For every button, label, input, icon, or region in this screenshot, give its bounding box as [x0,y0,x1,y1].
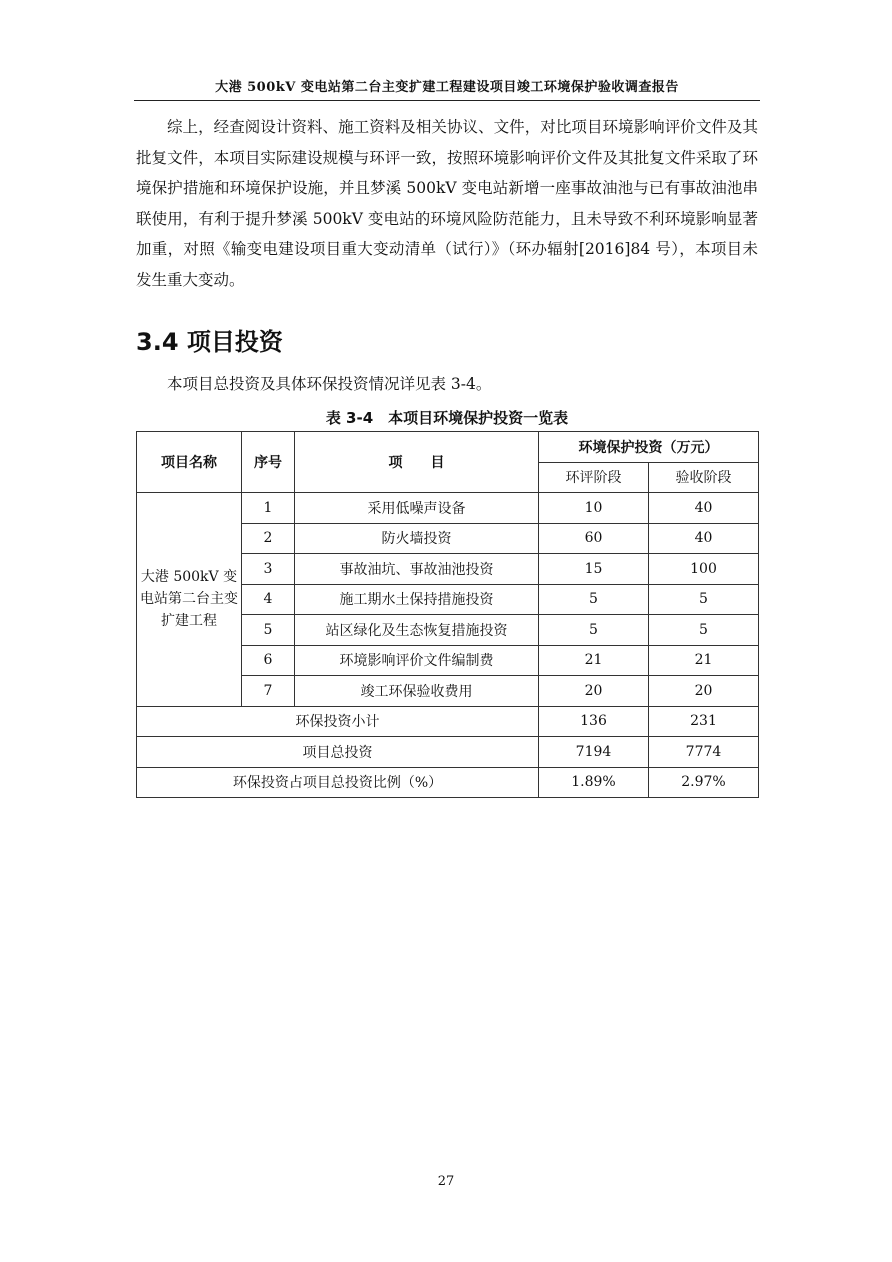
investment-table [136,431,759,798]
header-rule [134,100,760,101]
eia-value-cell: 21 [539,645,649,676]
summary-paragraph: 综上，经查阅设计资料、施工资料及相关协议、文件，对比项目环境影响评价文件及其批复文件，本项目实际建设规模与环评一致，按照环境影响评价文件及其批复文件采取了环境保护措施和环境保护设施，并且梦溪 500kV 变电站新增一座事故油池与已有事故油池串联使用，有利于提升梦溪 500kV 变电站的环境风险防范能力，且未导致不利环境影响显著加重，对照《输变电建设项目重大变动清单（试行）》（环办辐射[2016]84 号），本项目未发生重大变动。 [136,118,758,289]
eia-value-cell: 20 [539,676,649,707]
summary-label-cell: 环保投资小计 [137,706,539,737]
header-eia-stage: 环评阶段 [539,462,649,493]
project-name-cell: 大港 500kV 变电站第二台主变扩建工程 [137,493,242,707]
item-cell: 采用低噪声设备 [295,493,539,524]
item-cell: 事故油坑、事故油池投资 [295,554,539,585]
seq-cell: 2 [242,523,295,554]
eia-value-cell: 60 [539,523,649,554]
item-cell: 施工期水土保持措施投资 [295,584,539,615]
header-project-name: 项目名称 [137,432,242,493]
eia-value-cell: 15 [539,554,649,585]
summary-eia-cell: 136 [539,706,649,737]
summary-label-cell: 项目总投资 [137,737,539,768]
table-row [137,493,759,524]
summary-row [137,767,759,798]
table-caption: 表 3-4 本项目环境保护投资一览表 [325,409,569,427]
acceptance-value-cell: 40 [649,493,759,524]
seq-cell: 7 [242,676,295,707]
eia-value-cell: 10 [539,493,649,524]
header-seq: 序号 [242,432,295,493]
header-item: 项 目 [295,432,539,493]
table-header-row [137,432,759,463]
eia-value-cell: 5 [539,584,649,615]
acceptance-value-cell: 5 [649,584,759,615]
item-cell: 防火墙投资 [295,523,539,554]
item-cell: 站区绿化及生态恢复措施投资 [295,615,539,646]
running-header: 大港 500kV 变电站第二台主变扩建工程建设项目竣工环境保护验收调查报告 [215,80,679,95]
header-investment-group: 环境保护投资（万元） [539,432,759,463]
seq-cell: 6 [242,645,295,676]
summary-eia-cell: 1.89% [539,767,649,798]
summary-acceptance-cell: 2.97% [649,767,759,798]
acceptance-value-cell: 100 [649,554,759,585]
header-acceptance-stage: 验收阶段 [649,462,759,493]
acceptance-value-cell: 5 [649,615,759,646]
page-number: 27 [437,1174,455,1189]
eia-value-cell: 5 [539,615,649,646]
summary-eia-cell: 7194 [539,737,649,768]
acceptance-value-cell: 20 [649,676,759,707]
acceptance-value-cell: 21 [649,645,759,676]
item-cell: 竣工环保验收费用 [295,676,539,707]
seq-cell: 1 [242,493,295,524]
item-cell: 环境影响评价文件编制费 [295,645,539,676]
summary-acceptance-cell: 231 [649,706,759,737]
acceptance-value-cell: 40 [649,523,759,554]
summary-row [137,706,759,737]
section-intro: 本项目总投资及具体环保投资情况详见表 3-4。 [167,375,492,393]
section-heading: 3.4 项目投资 [136,328,283,356]
seq-cell: 4 [242,584,295,615]
seq-cell: 5 [242,615,295,646]
summary-acceptance-cell: 7774 [649,737,759,768]
seq-cell: 3 [242,554,295,585]
summary-label-cell: 环保投资占项目总投资比例（%） [137,767,539,798]
summary-row [137,737,759,768]
